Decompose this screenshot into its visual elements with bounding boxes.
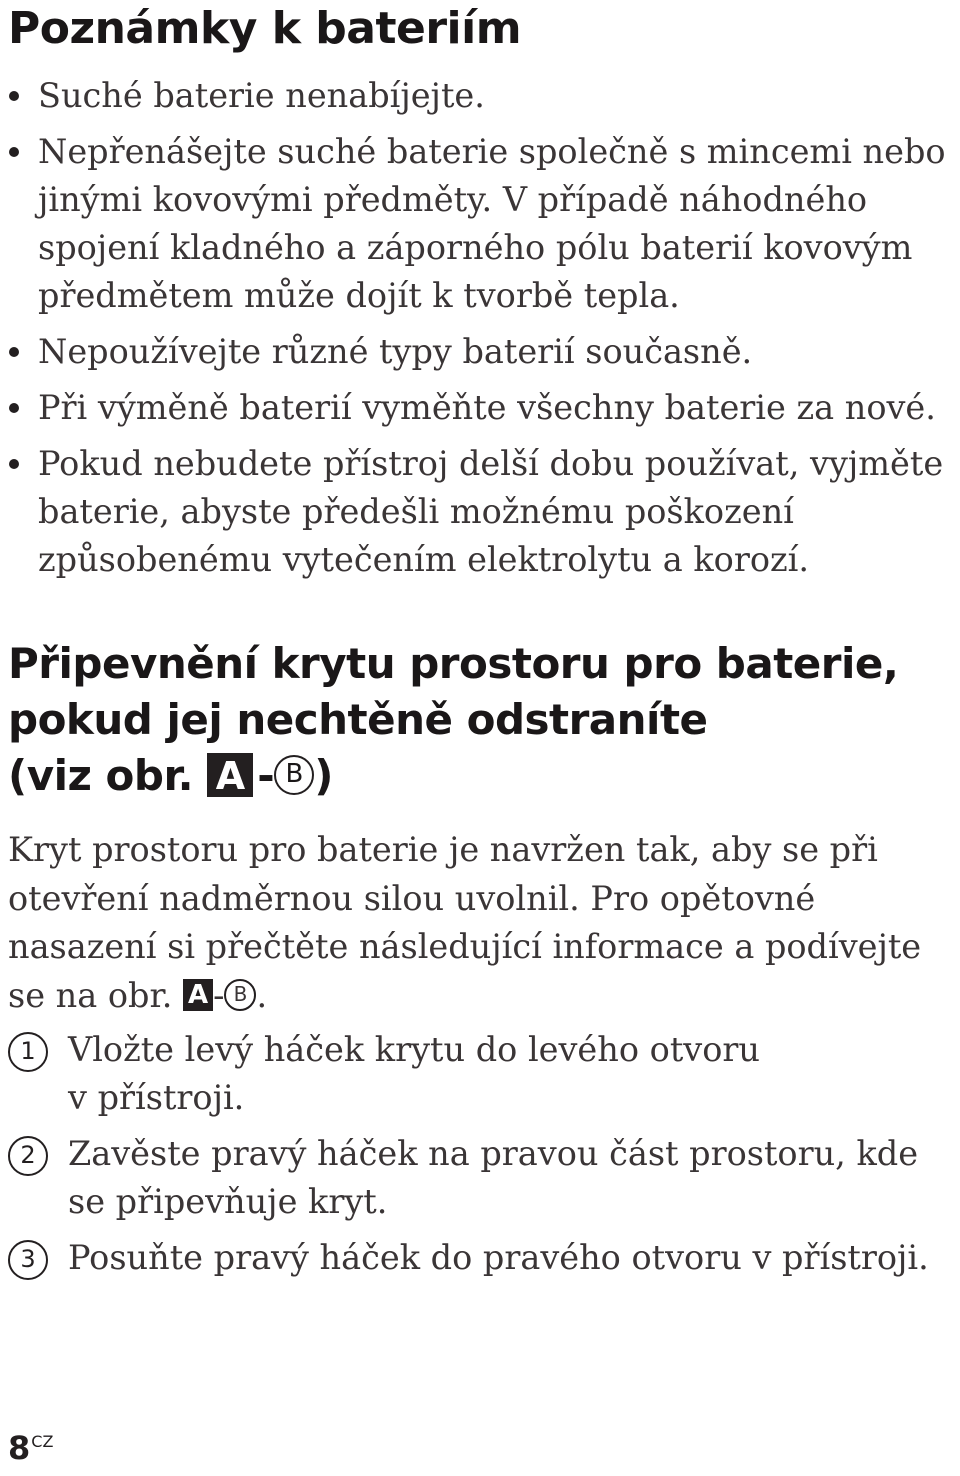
step-text: Vložte levý háček krytu do levého otvoru v přístroji.: [68, 1030, 760, 1117]
battery-notes-list: [0, 72, 960, 592]
list-item-text: Nepoužívejte různé typy baterií současně.: [38, 332, 753, 371]
figure-b-icon: B: [224, 979, 256, 1011]
title-line-1: Připevnění krytu prostoru pro baterie,: [8, 639, 899, 688]
step-item: [0, 1234, 960, 1282]
page-footer: [8, 1428, 53, 1468]
figure-dash: -: [257, 751, 275, 800]
page-number: 8: [8, 1429, 31, 1467]
figure-dash: -: [213, 975, 225, 1015]
step-text: Posuňte pravý háček do pravého otvoru v přístroji.: [68, 1238, 929, 1277]
step-item: [0, 1026, 960, 1122]
intro-text: Kryt prostoru pro baterie je navržen tak, aby se při otevření nadměrnou silou uvolnil. Pro opětovné nasazení si přečtěte následující informace a podívejte se na obr.: [8, 830, 922, 1015]
list-item: [0, 72, 960, 120]
title-line-3-suffix: ): [314, 751, 333, 800]
list-item-text: Pokud nebudete přístroj delší dobu používat, vyjměte baterie, abyste předešli možnému poškození způsobenému vytečením elektrolytu a korozí.: [38, 444, 944, 579]
list-item: [0, 328, 960, 376]
section-title-battery-notes: Poznámky k bateriím: [8, 3, 522, 54]
step-number-icon: 2: [8, 1136, 48, 1176]
bullet-icon: [9, 347, 19, 357]
bullet-icon: [9, 147, 19, 157]
title-line-3-prefix: (viz obr.: [8, 751, 208, 800]
list-item-text: Nepřenášejte suché baterie společně s mincemi nebo jinými kovovými předměty. V případě náhodného spojení kladného a záporného pólu baterií kovovým předmětem může dojít k tvorbě tepla.: [38, 132, 946, 315]
bullet-icon: [9, 403, 19, 413]
list-item: [0, 128, 960, 320]
list-item: [0, 384, 960, 432]
figure-a-icon: A: [207, 753, 253, 797]
title-line-2: pokud jej nechtěně odstraníte: [8, 695, 708, 744]
figure-a-icon: A: [183, 979, 213, 1011]
step-text: Zavěste pravý háček na pravou část prostoru, kde se připevňuje kryt.: [68, 1134, 919, 1221]
language-code: CZ: [31, 1432, 54, 1451]
list-item: [0, 440, 960, 584]
step-number-icon: 1: [8, 1032, 48, 1072]
bullet-icon: [9, 91, 19, 101]
step-item: [0, 1130, 960, 1226]
list-item-text: Při výměně baterií vyměňte všechny baterie za nové.: [38, 388, 936, 427]
intro-suffix: .: [256, 975, 268, 1015]
bullet-icon: [9, 459, 19, 469]
figure-b-icon: B: [274, 755, 314, 795]
list-item-text: Suché baterie nenabíjejte.: [38, 76, 485, 115]
step-number-icon: 3: [8, 1240, 48, 1280]
cover-intro-paragraph: [8, 826, 948, 1020]
section-title-battery-cover: [8, 636, 898, 804]
cover-steps-list: [0, 1026, 960, 1290]
